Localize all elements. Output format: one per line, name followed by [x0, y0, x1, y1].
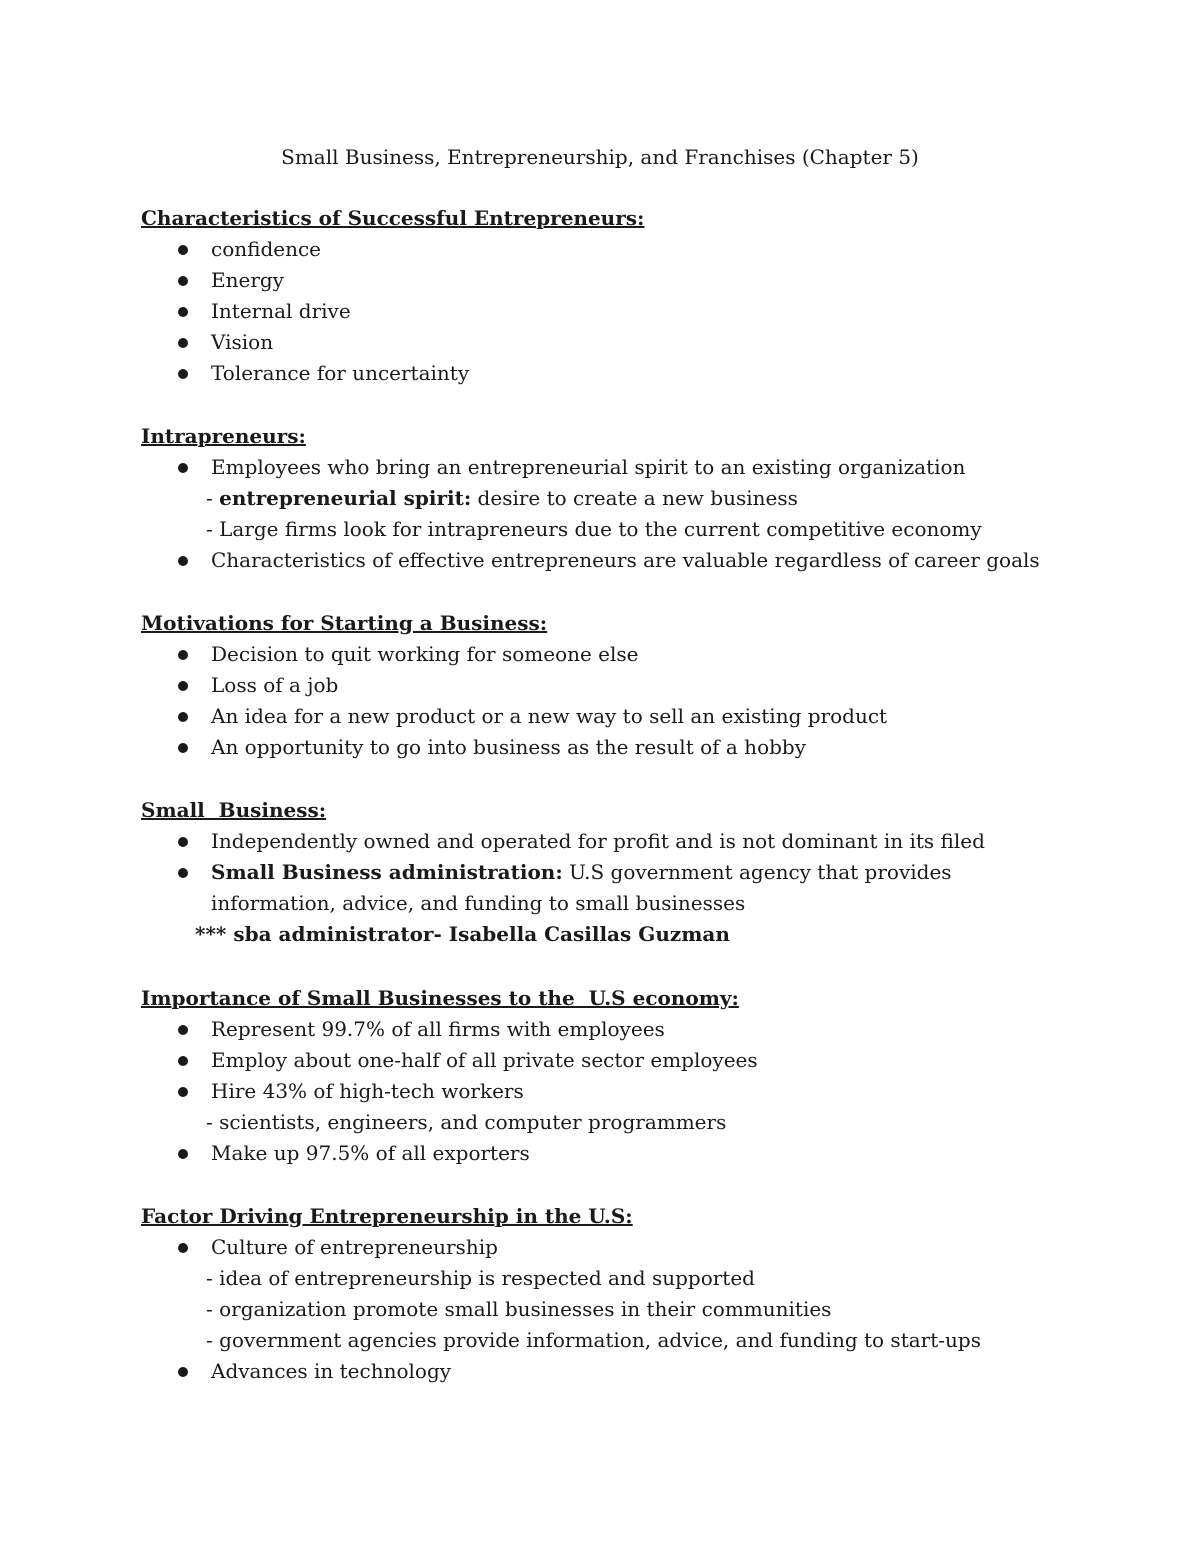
sub-item: - government agencies provide information, advice, and funding to start-ups: [206, 1328, 981, 1352]
bullet-icon: [178, 245, 188, 255]
bullet-icon: [178, 743, 188, 753]
sub-item: - entrepreneurial spirit: desire to create a new business: [206, 486, 798, 510]
list-item: Represent 99.7% of all firms with employees: [141, 1014, 1061, 1045]
list-item: An idea for a new product or a new way to sell an existing product: [141, 701, 1061, 732]
bullet-icon: [178, 837, 188, 847]
list-item: confidence: [141, 234, 1061, 265]
list-item: Employ about one-half of all private sector employees: [141, 1045, 1061, 1076]
list-item: Decision to quit working for someone else: [141, 639, 1061, 670]
list-item: Vision: [141, 327, 1061, 358]
bullet-icon: [178, 1025, 188, 1035]
list-item: Small Business administration: U.S government agency that provides information, advice, and funding to small businesses: [141, 857, 1011, 919]
list-item: An opportunity to go into business as the result of a hobby: [141, 732, 1061, 763]
bullet-icon: [178, 307, 188, 317]
bullet-icon: [178, 712, 188, 722]
list-item: Employees who bring an entrepreneurial spirit to an existing organization: [141, 452, 1061, 483]
bullet-icon: [178, 463, 188, 473]
page-title: Small Business, Entrepreneurship, and Franchises (Chapter 5): [281, 145, 919, 169]
section-importance: [141, 983, 1061, 1169]
section-heading: Factor Driving Entrepreneurship in the U.S:: [141, 1204, 633, 1228]
section-small-business: [141, 795, 1061, 950]
sub-item: - scientists, engineers, and computer programmers: [206, 1110, 727, 1134]
section-motivations: [141, 608, 1061, 763]
bullet-icon: [178, 1087, 188, 1097]
sub-item: - idea of entrepreneurship is respected and supported: [206, 1266, 755, 1290]
term: Small Business administration:: [211, 860, 563, 884]
sub-item: - organization promote small businesses in their communities: [206, 1297, 832, 1321]
list-item: Make up 97.5% of all exporters: [141, 1138, 1061, 1169]
bullet-icon: [178, 276, 188, 286]
bullet-icon: [178, 338, 188, 348]
sub-item: - Large firms look for intrapreneurs due to the current competitive economy: [206, 517, 982, 541]
section-intrapreneurs: [141, 421, 1061, 576]
section-heading: Importance of Small Businesses to the U.S economy:: [141, 986, 739, 1010]
bullet-icon: [178, 1149, 188, 1159]
bullet-icon: [178, 556, 188, 566]
list-item: Advances in technology: [141, 1356, 1061, 1387]
list-item: Tolerance for uncertainty: [141, 358, 1061, 389]
list-item: Culture of entrepreneurship: [141, 1232, 1061, 1263]
section-heading: Intrapreneurs:: [141, 424, 306, 448]
bullet-icon: [178, 1367, 188, 1377]
bullet-icon: [178, 868, 188, 878]
list-item: Loss of a job: [141, 670, 1061, 701]
bullet-icon: [178, 1056, 188, 1066]
term: entrepreneurial spirit:: [219, 486, 472, 510]
bullet-icon: [178, 1243, 188, 1253]
section-factors: [141, 1201, 1061, 1387]
list-item: Characteristics of effective entrepreneurs are valuable regardless of career goals: [141, 545, 1061, 576]
section-heading: Characteristics of Successful Entrepreneurs:: [141, 206, 645, 230]
section-heading: Motivations for Starting a Business:: [141, 611, 548, 635]
bullet-icon: [178, 369, 188, 379]
list-item: Hire 43% of high-tech workers: [141, 1076, 1061, 1107]
bullet-icon: [178, 650, 188, 660]
bullet-icon: [178, 681, 188, 691]
section-characteristics: [141, 203, 1061, 389]
list-item: Energy: [141, 265, 1061, 296]
list-item: Independently owned and operated for profit and is not dominant in its filed: [141, 826, 1061, 857]
list-item: Internal drive: [141, 296, 1061, 327]
section-heading: Small Business:: [141, 798, 327, 822]
note: *** sba administrator- Isabella Casillas Guzman: [195, 922, 730, 946]
